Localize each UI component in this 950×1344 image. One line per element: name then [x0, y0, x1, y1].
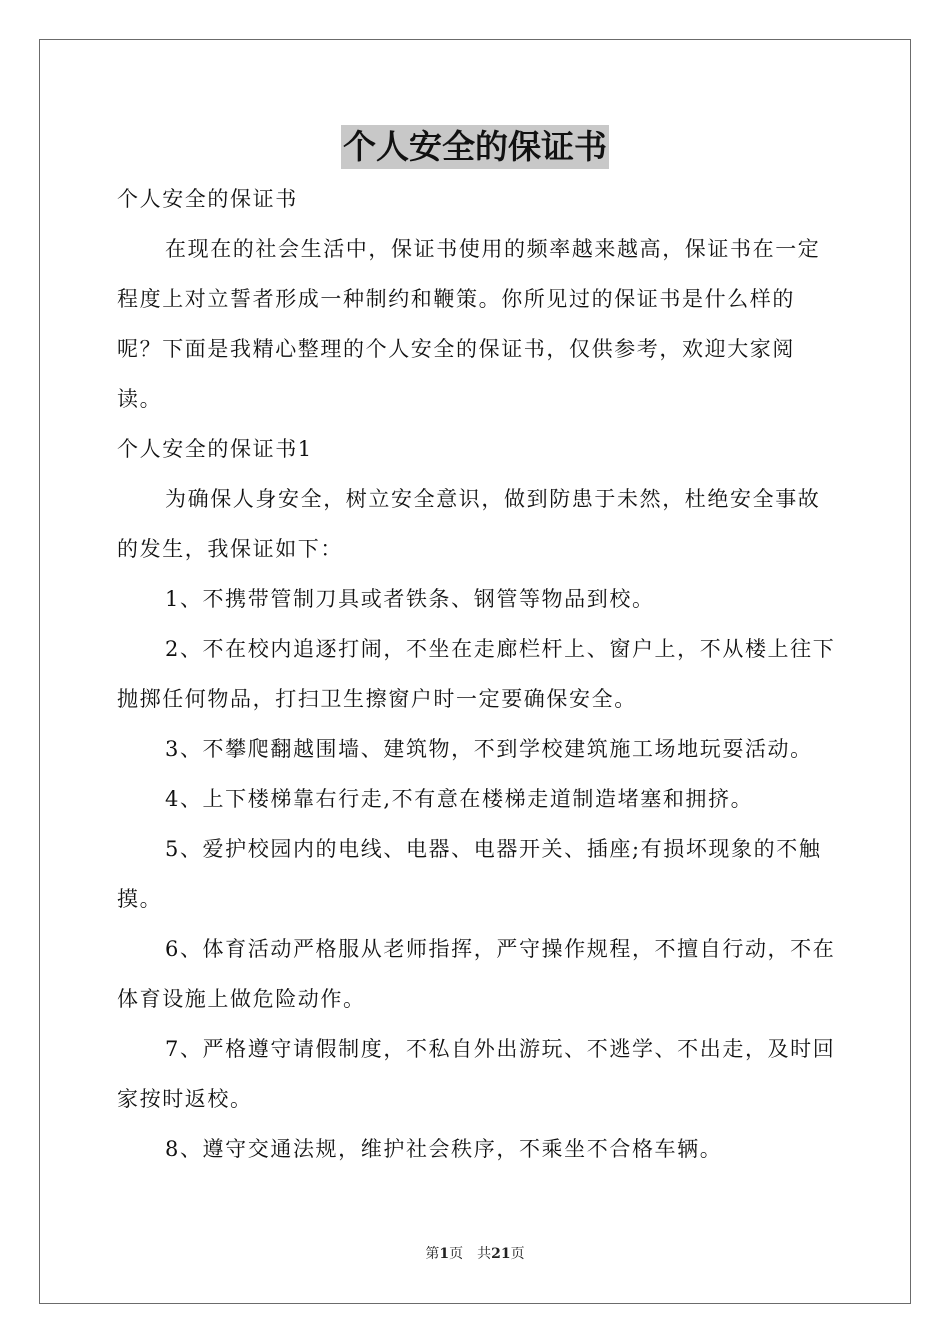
total-pages: 21: [491, 1246, 511, 1262]
page-footer: [0, 1244, 950, 1264]
paragraph: 3、不攀爬翻越围墙、建筑物，不到学校建筑施工场地玩耍活动。: [165, 737, 813, 761]
paragraph: 5、爱护校园内的电线、电器、电器开关、插座;有损坏现象的不触摸。: [117, 837, 822, 911]
paragraph: 6、体育活动严格服从老师指挥，严守操作规程，不擅自行动，不在体育设施上做危险动作。: [117, 937, 836, 1011]
document-body: [117, 174, 837, 1174]
paragraph: 个人安全的保证书1: [117, 437, 313, 461]
page-suffix: 页: [449, 1246, 464, 1262]
page-current: 1: [439, 1246, 450, 1262]
paragraph: 7、严格遵守请假制度，不私自外出游玩、不逃学、不出走，及时回家按时返校。: [117, 1037, 836, 1111]
page-prefix: 第: [425, 1246, 440, 1262]
paragraph: 个人安全的保证书: [117, 187, 298, 211]
paragraph: 1、不携带管制刀具或者铁条、钢管等物品到校。: [165, 587, 655, 611]
paragraph: 为确保人身安全，树立安全意识，做到防患于未然，杜绝安全事故的发生，我保证如下：: [117, 487, 821, 561]
total-prefix: 共: [477, 1246, 492, 1262]
paragraph: 8、遵守交通法规，维护社会秩序，不乘坐不合格车辆。: [165, 1137, 723, 1161]
total-suffix: 页: [510, 1246, 525, 1262]
paragraph: 4、上下楼梯靠右行走,不有意在楼梯走道制造堵塞和拥挤。: [165, 787, 754, 811]
paragraph: 在现在的社会生活中，保证书使用的频率越来越高，保证书在一定程度上对立誓者形成一种制约和鞭策。你所见过的保证书是什么样的呢？下面是我精心整理的个人安全的保证书，仅供参考，欢迎大家阅读。: [117, 237, 821, 411]
document-title: 个人安全的保证书: [341, 125, 609, 169]
title-container: [0, 125, 950, 169]
paragraph: 2、不在校内追逐打闹，不坐在走廊栏杆上、窗户上，不从楼上往下抛掷任何物品，打扫卫生擦窗户时一定要确保安全。: [117, 637, 836, 711]
